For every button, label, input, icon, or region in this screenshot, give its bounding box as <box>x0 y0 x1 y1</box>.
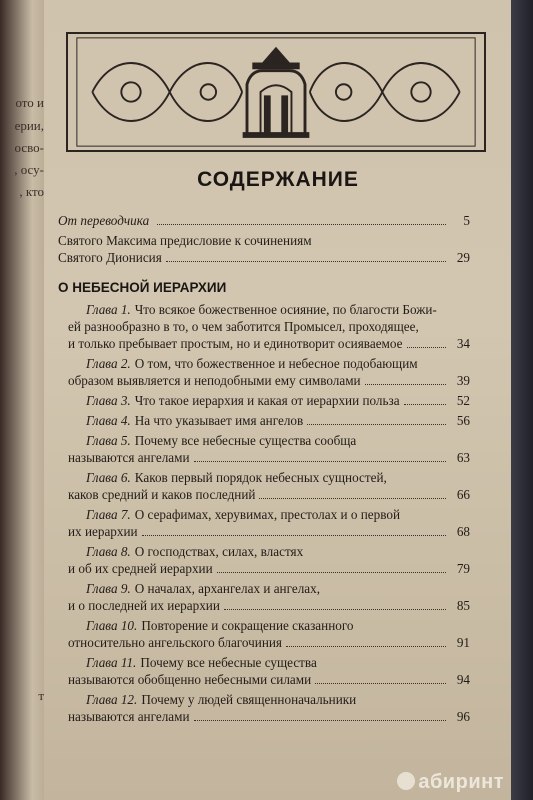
toc-entry <box>58 449 470 466</box>
chapter-number: Глава 9. <box>86 581 131 596</box>
chapter-title: О началах, архангелах и ангелах, <box>134 581 321 596</box>
page-number: 56 <box>456 413 470 428</box>
watermark <box>397 771 504 794</box>
chapter-title: образом выявляется и неподобными ему символами <box>68 373 361 388</box>
chapter-number: Глава 2. <box>86 356 131 371</box>
toc-entry <box>58 392 470 409</box>
toc-entry-continuation <box>58 543 470 560</box>
chapter-number: Глава 3. <box>86 393 131 408</box>
toc-entry <box>58 634 470 651</box>
section-heading: О НЕБЕСНОЙ ИЕРАРХИИ <box>58 280 227 295</box>
toc-entry-continuation <box>58 469 470 486</box>
page-number: 29 <box>456 250 470 265</box>
chapter-title: и только пребывает простым, но и единотворит осияваемое <box>68 336 403 351</box>
leader-dots <box>286 646 446 647</box>
chapter-title: каков средний и каков последний <box>68 487 256 502</box>
chapter-title: их иерархии <box>68 524 138 539</box>
entry-label: Святого Максима предисловие к сочинениям <box>58 233 312 248</box>
toc-entry-continuation <box>58 617 470 634</box>
chapter-number: Глава 7. <box>86 507 131 522</box>
toc-entry <box>58 335 470 352</box>
leader-dots <box>142 535 446 536</box>
leader-dots <box>307 424 446 425</box>
chapter-title: ей разнообразно в то, о чем заботится Промысел, проходящее, <box>68 319 419 334</box>
page-number: 5 <box>463 213 470 228</box>
cover-edge <box>511 0 533 800</box>
toc-entry <box>58 372 470 389</box>
page-number: 63 <box>456 450 470 465</box>
toc-entry-continuation <box>58 506 470 523</box>
chapter-title: относительно ангельского благочиния <box>68 635 282 650</box>
chapter-number: Глава 5. <box>86 433 131 448</box>
chapter-title: называются обобщенно небесными силами <box>68 672 312 687</box>
leader-dots <box>315 683 446 684</box>
page-number: 68 <box>456 524 470 539</box>
chapter-number: Глава 6. <box>86 470 131 485</box>
chapter-title: Почему все небесные существа сообща <box>134 433 357 448</box>
toc-entry-continuation <box>58 355 470 372</box>
toc-entry <box>58 212 470 229</box>
toc-entry <box>58 560 470 577</box>
adjacent-page-edge <box>0 0 46 800</box>
toc-entry <box>58 412 470 429</box>
chapter-title: О господствах, силах, властях <box>134 544 304 559</box>
leader-dots <box>166 261 446 262</box>
chapter-title: На что указывает имя ангелов <box>134 413 304 428</box>
watermark-text: абиринт <box>418 771 504 793</box>
entry-label: От переводчика <box>58 213 150 228</box>
spine-text: , осу- <box>14 162 44 177</box>
page-number: 91 <box>456 635 470 650</box>
toc-entry-continuation <box>58 318 470 335</box>
page-number: 96 <box>456 709 470 724</box>
chapter-number: Глава 11. <box>86 655 137 670</box>
chapter-title: называются ангелами <box>68 709 190 724</box>
book-page <box>44 0 512 800</box>
leader-dots <box>404 404 446 405</box>
leader-dots <box>365 384 446 385</box>
chapter-title: О серафимах, херувимах, престолах и о первой <box>134 507 401 522</box>
toc-entry <box>58 523 470 540</box>
spine-text: осво- <box>14 140 44 155</box>
chapter-number: Глава 12. <box>86 692 138 707</box>
ornament-icon <box>68 34 484 150</box>
spine-text: , кто <box>19 184 44 199</box>
toc-entry-continuation <box>58 432 470 449</box>
chapter-number: Глава 8. <box>86 544 131 559</box>
chapter-title: Что всякое божественное осияние, по благости Божи- <box>134 302 437 317</box>
toc-entry-continuation <box>58 654 470 671</box>
toc-entry-continuation <box>58 301 470 318</box>
labyrinth-logo-icon <box>397 772 415 790</box>
leader-dots <box>194 720 446 721</box>
spine-text: т <box>38 688 44 703</box>
chapter-list <box>58 301 470 728</box>
chapter-title: Каков первый порядок небесных сущностей, <box>134 470 387 485</box>
page-number: 85 <box>456 598 470 613</box>
chapter-title: О том, что божественное и небесное подобающим <box>134 356 418 371</box>
leader-dots <box>157 224 446 225</box>
chapter-title: Почему у людей священноначальники <box>141 692 357 707</box>
toc-entry <box>58 249 470 266</box>
leader-dots <box>224 609 446 610</box>
chapter-title: Что такое иерархия и какая от иерархии польза <box>134 393 400 408</box>
toc-entry-continuation <box>58 580 470 597</box>
chapter-number: Глава 1. <box>86 302 131 317</box>
leader-dots <box>194 461 446 462</box>
page-number: 79 <box>456 561 470 576</box>
toc-entry <box>58 671 470 688</box>
page-number: 39 <box>456 373 470 388</box>
chapter-title: Повторение и сокращение сказанного <box>141 618 354 633</box>
page-number: 66 <box>456 487 470 502</box>
spine-text: ерии, <box>14 118 44 133</box>
chapter-title: называются ангелами <box>68 450 190 465</box>
chapter-number: Глава 4. <box>86 413 131 428</box>
spine-text: ото и <box>15 95 44 110</box>
ornamental-header <box>66 32 486 152</box>
chapter-title: Почему все небесные существа <box>140 655 317 670</box>
entry-label: Святого Дионисия <box>58 250 162 265</box>
chapter-title: и об их средней иерархии <box>68 561 213 576</box>
page-number: 52 <box>456 393 470 408</box>
table-of-contents <box>58 212 470 728</box>
toc-entry-continuation <box>58 691 470 708</box>
leader-dots <box>217 572 446 573</box>
page-title: СОДЕРЖАНИЕ <box>197 168 359 191</box>
chapter-title: и о последней их иерархии <box>68 598 220 613</box>
page-number: 94 <box>456 672 470 687</box>
toc-entry <box>58 486 470 503</box>
leader-dots <box>259 498 446 499</box>
toc-entry <box>58 708 470 725</box>
page-number: 34 <box>456 336 470 351</box>
toc-entry <box>58 597 470 614</box>
leader-dots <box>407 347 446 348</box>
chapter-number: Глава 10. <box>86 618 138 633</box>
